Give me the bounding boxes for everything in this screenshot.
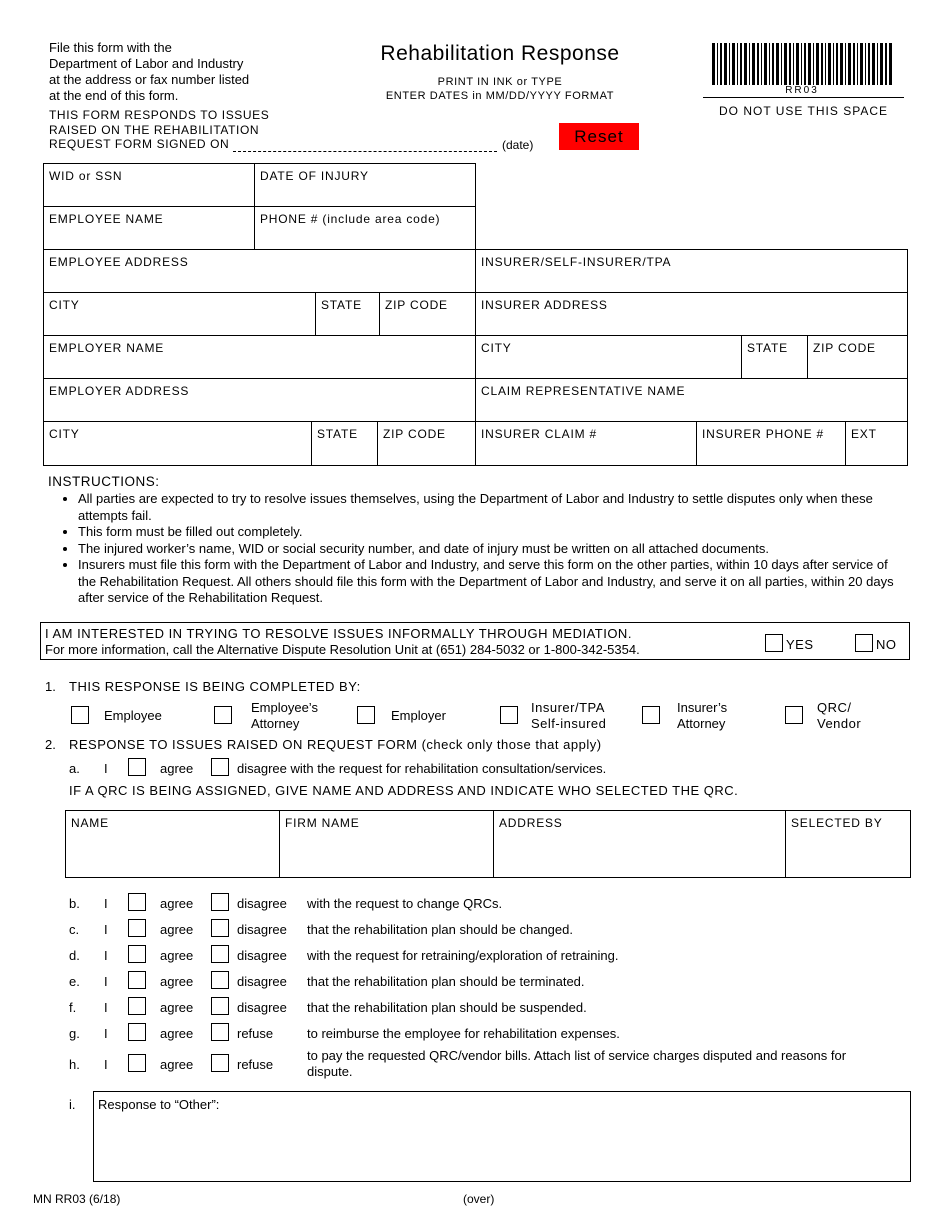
row-f-agree-checkbox[interactable] (128, 997, 146, 1015)
other-response-field[interactable] (93, 1091, 911, 1182)
completed-by-employee-checkbox[interactable] (71, 706, 89, 724)
row-letter: d. (69, 948, 80, 963)
section2-number: 2. (45, 737, 56, 752)
row-i: I (104, 974, 108, 989)
row-neg-label: disagree (237, 896, 287, 911)
row-f-disagree-checkbox[interactable] (211, 997, 229, 1015)
qrc-name-field[interactable]: NAME (65, 810, 280, 878)
row-letter: b. (69, 896, 80, 911)
date-format-note: ENTER DATES in MM/DD/YYYY FORMAT (385, 90, 615, 102)
row-agree-label: agree (160, 1000, 194, 1015)
row-h-refuse-checkbox[interactable] (211, 1054, 229, 1072)
qrc-selected-by-field[interactable]: SELECTED BY (785, 810, 911, 878)
row-agree-label: agree (160, 948, 194, 963)
row-neg-label: refuse (237, 1057, 274, 1072)
insurer-zip-field[interactable]: ZIP CODE (807, 335, 908, 379)
row-c-agree-checkbox[interactable] (128, 919, 146, 937)
row-agree-label: agree (160, 1057, 194, 1072)
instructions-heading: INSTRUCTIONS: (48, 474, 160, 489)
row-i: I (104, 1026, 108, 1041)
mediation-no-checkbox[interactable] (855, 634, 873, 652)
row-text-line1: to pay the requested QRC/vendor bills. Attach list of service charges disputed and reasons for (307, 1048, 847, 1063)
form-id: MN RR03 (6/18) (33, 1192, 121, 1206)
claim-number-field[interactable]: INSURER CLAIM # (475, 421, 697, 466)
row-neg-label: disagree (237, 948, 287, 963)
employer-zip-field[interactable]: ZIP CODE (377, 421, 476, 466)
row-i: I (104, 948, 108, 963)
row-e-disagree-checkbox[interactable] (211, 971, 229, 989)
print-note: PRINT IN INK or TYPE (437, 76, 563, 88)
section1-number: 1. (45, 679, 56, 694)
row-letter: e. (69, 974, 80, 989)
row-a-letter: a. (69, 761, 80, 776)
row-neg-label: refuse (237, 1026, 274, 1041)
row-i: I (104, 896, 108, 911)
mediation-line1: I AM INTERESTED IN TRYING TO RESOLVE ISSUES INFORMALLY THROUGH MEDIATION. (45, 626, 632, 641)
section2-title: RESPONSE TO ISSUES RAISED ON REQUEST FORM (check only those that apply) (69, 737, 602, 752)
row-a-text: disagree with the request for rehabilitation consultation/services. (237, 761, 607, 776)
mediation-yes-checkbox[interactable] (765, 634, 783, 652)
mediation-line2: For more information, call the Alternative Dispute Resolution Unit at (651) 284-5032 or 1-800-342-5354. (45, 642, 640, 657)
barcode-divider (703, 97, 904, 98)
row-b-disagree-checkbox[interactable] (211, 893, 229, 911)
row-neg-label: disagree (237, 922, 287, 937)
row-i: I (104, 922, 108, 937)
row-text: that the rehabilitation plan should be changed. (307, 922, 573, 937)
qrc-assignment-note: IF A QRC IS BEING ASSIGNED, GIVE NAME AND ADDRESS AND INDICATE WHO SELECTED THE QRC. (69, 783, 739, 798)
row-letter: h. (69, 1057, 80, 1072)
insurer-city-field[interactable]: CITY (475, 335, 742, 379)
do-not-use-space: DO NOT USE THIS SPACE (718, 104, 889, 118)
employer-address-field[interactable]: EMPLOYER ADDRESS (43, 378, 476, 422)
date-label: (date) (502, 138, 534, 152)
row-i-letter: i. (69, 1097, 76, 1112)
instruction-item: • Insurers must file this form with the Department of Labor and Industry, and serve this form on the other parties, within 10 days after service of the Rehabilitation Request. All others should file this form with the Department of Labor and Industry, and serve it on all parties, within 20 days after service of the Rehabilitation Request. (78, 557, 908, 607)
row-agree-label: agree (160, 974, 194, 989)
employee-city-field[interactable]: CITY (43, 292, 316, 336)
instruction-item: • The injured worker’s name, WID or social security number, and date of injury must be written on all attached documents. (78, 541, 908, 558)
employee-state-field[interactable]: STATE (315, 292, 380, 336)
row-letter: f. (69, 1000, 77, 1015)
row-text: that the rehabilitation plan should be suspended. (307, 1000, 587, 1015)
completed-by-employee-attorney-label: Employee’s Attorney (251, 700, 318, 731)
instructions-list (48, 491, 908, 607)
employer-state-field[interactable]: STATE (311, 421, 378, 466)
ext-field[interactable]: EXT (845, 421, 908, 466)
instruction-item: • All parties are expected to try to resolve issues themselves, using the Department of Labor and Industry to settle disputes only when these attempts fail. (78, 491, 908, 524)
completed-by-insurer-attorney-checkbox[interactable] (642, 706, 660, 724)
employee-address-field[interactable]: EMPLOYEE ADDRESS (43, 249, 476, 293)
row-neg-label: disagree (237, 974, 287, 989)
completed-by-insurer-label: Insurer/TPA Self-insured (531, 700, 607, 731)
row-h-agree-checkbox[interactable] (128, 1054, 146, 1072)
employer-name-field[interactable]: EMPLOYER NAME (43, 335, 476, 379)
row-agree-label: agree (160, 1026, 194, 1041)
row-e-agree-checkbox[interactable] (128, 971, 146, 989)
instruction-item: • This form must be filled out completely. (78, 524, 908, 541)
qrc-address-field[interactable]: ADDRESS (493, 810, 786, 878)
other-response-label: Response to “Other”: (98, 1097, 220, 1112)
insurer-field[interactable]: INSURER/SELF-INSURER/TPA (475, 249, 908, 293)
row-agree-label: agree (160, 922, 194, 937)
reset-button[interactable]: Reset (559, 123, 639, 150)
row-neg-label: disagree (237, 1000, 287, 1015)
row-a-disagree-checkbox[interactable] (211, 758, 229, 776)
barcode-text: RR03 (785, 85, 819, 96)
row-text: to reimburse the employee for rehabilitation expenses. (307, 1026, 620, 1041)
completed-by-qrc-checkbox[interactable] (785, 706, 803, 724)
insurer-phone-field[interactable]: INSURER PHONE # (696, 421, 846, 466)
row-i: I (104, 1057, 108, 1072)
section1-title: THIS RESPONSE IS BEING COMPLETED BY: (69, 679, 361, 694)
wid-field[interactable]: WID or SSN (43, 163, 255, 207)
file-instructions: File this form with the Department of Labor and Industry at the address or fax number listed at the end of this form. (49, 40, 250, 103)
row-d-disagree-checkbox[interactable] (211, 945, 229, 963)
row-agree-label: agree (160, 896, 194, 911)
insurer-address-field[interactable]: INSURER ADDRESS (475, 292, 908, 336)
phone-field[interactable]: PHONE # (include area code) (254, 206, 476, 250)
completed-by-employer-label: Employer (391, 708, 446, 723)
row-text-line2: dispute. (307, 1064, 353, 1079)
barcode-graphic (712, 43, 892, 85)
row-text: with the request for retraining/exploration of retraining. (307, 948, 619, 963)
employer-city-field[interactable]: CITY (43, 421, 312, 466)
employee-name-field[interactable]: EMPLOYEE NAME (43, 206, 255, 250)
completed-by-employer-checkbox[interactable] (357, 706, 375, 724)
insurer-state-field[interactable]: STATE (741, 335, 808, 379)
over-note: (over) (463, 1192, 495, 1206)
date-of-injury-field[interactable]: DATE OF INJURY (254, 163, 476, 207)
responds-to-text: THIS FORM RESPONDS TO ISSUES RAISED ON THE REHABILITATION REQUEST FORM SIGNED ON (49, 108, 497, 152)
row-d-agree-checkbox[interactable] (128, 945, 146, 963)
row-a-agree-checkbox[interactable] (128, 758, 146, 776)
row-a-agree-label: agree (160, 761, 194, 776)
row-g-refuse-checkbox[interactable] (211, 1023, 229, 1041)
qrc-firm-name-field[interactable]: FIRM NAME (279, 810, 494, 878)
mediation-no-label: NO (876, 637, 897, 652)
barcode (712, 43, 892, 85)
row-text: with the request to change QRCs. (307, 896, 503, 911)
row-b-agree-checkbox[interactable] (128, 893, 146, 911)
form-title: Rehabilitation Response (380, 42, 620, 65)
claim-rep-field[interactable]: CLAIM REPRESENTATIVE NAME (475, 378, 908, 422)
row-g-agree-checkbox[interactable] (128, 1023, 146, 1041)
completed-by-insurer-checkbox[interactable] (500, 706, 518, 724)
row-c-disagree-checkbox[interactable] (211, 919, 229, 937)
row-letter: g. (69, 1026, 80, 1041)
completed-by-insurer-attorney-label: Insurer’s Attorney (677, 700, 728, 731)
mediation-yes-label: YES (786, 637, 814, 652)
row-i: I (104, 1000, 108, 1015)
completed-by-employee-attorney-checkbox[interactable] (214, 706, 232, 724)
row-letter: c. (69, 922, 80, 937)
row-text: that the rehabilitation plan should be terminated. (307, 974, 585, 989)
completed-by-qrc-label: QRC/ Vendor (817, 700, 862, 731)
completed-by-employee-label: Employee (104, 708, 162, 723)
signed-date-field[interactable] (233, 141, 497, 152)
employee-zip-field[interactable]: ZIP CODE (379, 292, 476, 336)
row-a-i: I (104, 761, 108, 776)
